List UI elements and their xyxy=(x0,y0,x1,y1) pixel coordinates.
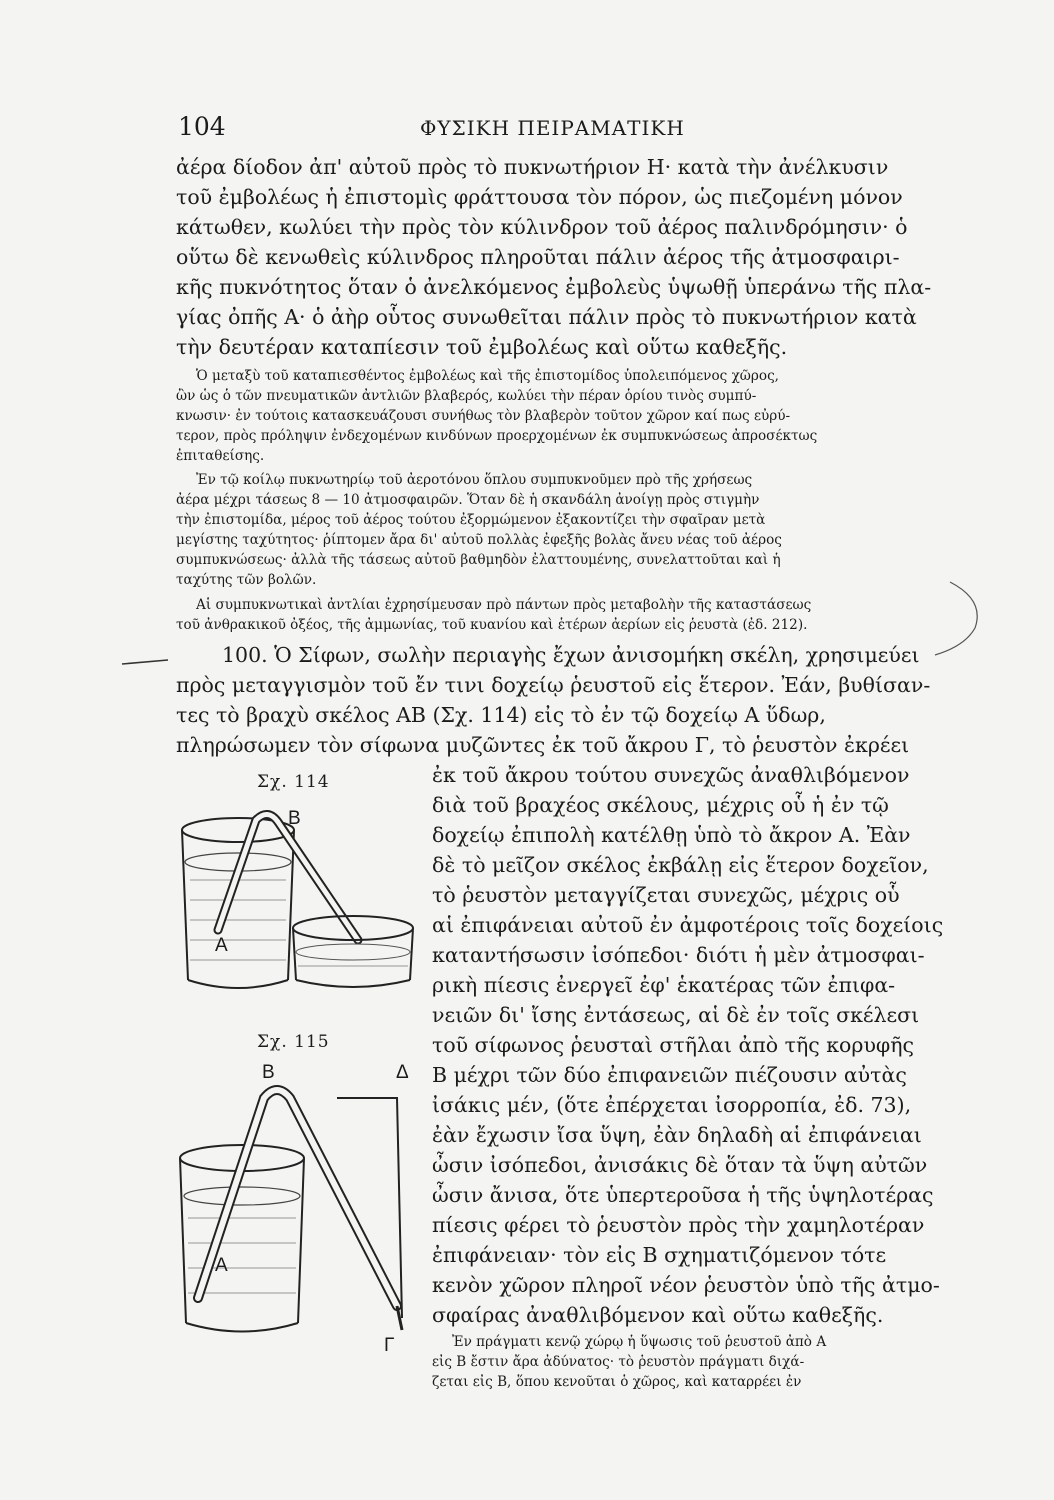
note-line: Αἱ συμπυκνωτικαὶ ἀντλίαι ἐχρησίμευσαν πρὸ πάντων πρὸς μεταβολὴν τῆς καταστάσεως xyxy=(196,597,812,613)
note-line: ἐπιταθείσης. xyxy=(176,448,265,464)
text-line: πληρώσωμεν τὸν σίφωνα μυζῶντες ἐκ τοῦ ἄκρου Γ, τὸ ῥευστὸν ἐκρέει xyxy=(176,733,910,757)
note-line: Ὁ μεταξὺ τοῦ καταπιεσθέντος ἐμβολέως καὶ τῆς ἐπιστομίδος ὑπολειπόμενος χῶρος, xyxy=(196,368,779,384)
text-line: δοχείῳ ἐπιπολὴ κατέλθῃ ὑπὸ τὸ ἄκρον Α. Ἐὰν xyxy=(432,823,911,847)
figure-115-label-a: Α xyxy=(215,1255,228,1276)
text-line: ἰσάκις μέν, (ὅτε ἐπέρχεται ἰσορροπία, ἐδ. 73), xyxy=(432,1093,912,1117)
text-line: Β μέχρι τῶν δύο ἐπιφανειῶν πιέζουσιν αὐτὰς xyxy=(432,1063,907,1087)
text-line: τοῦ ἐμβολέως ἡ ἐπιστομὶς φράττουσα τὸν πόρον, ὡς πιεζομένη μόνον xyxy=(176,185,903,209)
margin-dash xyxy=(122,660,168,664)
note-line: Ἐν τῷ κοίλῳ πυκνωτηρίῳ τοῦ ἀεροτόνου ὅπλου συμπυκνοῦμεν πρὸ τῆς χρήσεως xyxy=(196,472,753,488)
figure-114-caption: Σχ. 114 xyxy=(257,772,330,792)
note-line: τοῦ ἀνθρακικοῦ ὀξέος, τῆς ἀμμωνίας, τοῦ κυανίου καὶ ἑτέρων ἀερίων εἰς ῥευστὰ (ἐδ. 212). xyxy=(176,617,808,633)
text-line: διὰ τοῦ βραχέος σκέλους, μέχρις οὗ ἡ ἐν τῷ xyxy=(432,793,889,817)
note-line: μεγίστης ταχύτητος· ῥίπτομεν ἄρα δι' αὐτοῦ πολλὰς ἐφεξῆς βολὰς ἄνευ νέας τοῦ ἀέρος xyxy=(176,532,782,548)
note-line: Ἐν πράγματι κενῷ χώρῳ ἡ ὕψωσις τοῦ ῥευστοῦ ἀπὸ Α xyxy=(452,1334,827,1350)
running-title: ΦΥΣΙΚΗ ΠΕΙΡΑΜΑΤΙΚΗ xyxy=(420,116,685,140)
text-line: πίεσις φέρει τὸ ῥευστὸν πρὸς τὴν χαμηλοτέραν xyxy=(432,1213,925,1237)
text-line: δὲ τὸ μεῖζον σκέλος ἐκβάλῃ εἰς ἕτερον δοχεῖον, xyxy=(432,853,929,877)
figure-114-label-b: Β xyxy=(288,808,301,829)
text-line: τὴν δευτέραν καταπίεσιν τοῦ ἐμβολέως καὶ οὕτω καθεξῆς. xyxy=(176,335,788,359)
text-line: ὦσιν ἄνισα, ὅτε ὑπερτεροῦσα ἡ τῆς ὑψηλοτέρας xyxy=(432,1183,934,1207)
text-line: τὸ ῥευστὸν μεταγγίζεται συνεχῶς, μέχρις οὗ xyxy=(432,883,900,907)
note-line: τερον, πρὸς πρόληψιν ἐνδεχομένων κινδύνων προερχομένων ἐκ συμπυκνώσεως ἀπροσέκτως xyxy=(176,428,818,444)
text-line: κάτωθεν, κωλύει τὴν πρὸς τὸν κύλινδρον τοῦ ἀέρος παλινδρόμησιν· ὁ xyxy=(176,215,908,239)
text-line: νειῶν δι' ἴσης ἐντάσεως, αἱ δὲ ἐν τοῖς σκέλεσι xyxy=(432,1003,920,1027)
text-line: ἐκ τοῦ ἄκρου τούτου συνεχῶς ἀναθλιβόμενον xyxy=(432,763,910,787)
figure-115-label-d: Δ xyxy=(396,1062,409,1083)
text-line: τοῦ σίφωνος ῥευσταὶ στῆλαι ἀπὸ τῆς κορυφῆς xyxy=(432,1033,915,1057)
note-line: εἰς Β ἔστιν ἄρα ἀδύνατος· τὸ ῥευστὸν πράγματι διχά- xyxy=(432,1354,805,1370)
text-line: σφαίρας ἀναθλιβόμενον καὶ οὕτω καθεξῆς. xyxy=(432,1303,884,1327)
text-line: πρὸς μεταγγισμὸν τοῦ ἔν τινι δοχείῳ ῥευστοῦ εἰς ἕτερον. Ἐάν, βυθίσαν- xyxy=(176,673,931,697)
note-line: ὢν ὡς ὁ τῶν πνευματικῶν ἀντλιῶν βλαβερός, κωλύει τὴν πέραν ὁρίου τινὸς συμπύ- xyxy=(176,388,757,404)
text-line: ἐπιφάνειαν· τὸν εἰς Β σχηματιζόμενον τότε xyxy=(432,1243,887,1267)
figure-115-caption: Σχ. 115 xyxy=(257,1032,330,1052)
text-line: οὕτω δὲ κενωθεὶς κύλινδρος πληροῦται πάλιν ἀέρος τῆς ἀτμοσφαιρι- xyxy=(176,245,900,269)
text-line: τες τὸ βραχὺ σκέλος ΑΒ (Σχ. 114) εἰς τὸ ἐν τῷ δοχείῳ Α ὕδωρ, xyxy=(176,703,826,727)
figure-115-label-c: Γ xyxy=(384,1335,395,1356)
margin-curve xyxy=(935,582,977,655)
text-line: ἀέρα δίοδον ἀπ' αὐτοῦ πρὸς τὸ πυκνωτήριον Η· κατὰ τὴν ἀνέλκυσιν xyxy=(176,155,889,179)
note-line: ἀέρα μέχρι τάσεως 8 — 10 ἀτμοσφαιρῶν. Ὅταν δὲ ἡ σκανδάλη ἀνοίγῃ πρὸς στιγμὴν xyxy=(176,492,760,508)
note-line: συμπυκνώσεως· ἀλλὰ τῆς τάσεως αὐτοῦ βαθμηδὸν ἐλαττουμένης, συνελαττοῦται καὶ ἡ xyxy=(176,552,781,568)
text-line: αἱ ἐπιφάνειαι αὐτοῦ ἐν ἀμφοτέροις τοῖς δοχείοις xyxy=(432,913,944,937)
text-line: καταντήσωσιν ἰσόπεδοι· διότι ἡ μὲν ἀτμοσφαι- xyxy=(432,943,925,967)
note-line: ζεται εἰς Β, ὅπου κενοῦται ὁ χῶρος, καὶ καταρρέει ἐν xyxy=(432,1374,802,1390)
text-line: ἐὰν ἔχωσιν ἴσα ὕψη, ἐὰν δηλαδὴ αἱ ἐπιφάνειαι xyxy=(432,1123,922,1147)
text-line: κῆς πυκνότητος ὅταν ὁ ἀνελκόμενος ἐμβολεὺς ὑψωθῇ ὑπεράνω τῆς πλα- xyxy=(176,275,932,299)
page-number: 104 xyxy=(178,112,226,141)
note-line: τὴν ἐπιστομίδα, μέρος τοῦ ἀέρος τούτου ἐξορμώμενον ἐξακοντίζει τὴν σφαῖραν μετὰ xyxy=(176,512,766,528)
note-line: κνωσιν· ἐν τούτοις κατασκευάζουσι συνήθως τὸν βλαβερὸν τοῦτον χῶρον καί πως εὐρύ- xyxy=(176,408,791,424)
text-line: γίας ὀπῆς Α· ὁ ἀὴρ οὗτος συνωθεῖται πάλιν πρὸς τὸ πυκνωτήριον κατὰ xyxy=(176,305,917,329)
figure-115-siphon xyxy=(172,1068,432,1348)
text-line: κενὸν χῶρον πληροῖ νέον ῥευστὸν ὑπὸ τῆς ἀτμο- xyxy=(432,1273,940,1297)
figure-114-siphon xyxy=(178,800,418,1000)
text-line: ὦσιν ἰσόπεδοι, ἀνισάκις δὲ ὅταν τὰ ὕψη αὐτῶν xyxy=(432,1153,928,1177)
section-heading-line: 100. Ὁ Σίφων, σωλὴν περιαγὴς ἔχων ἀνισομήκη σκέλη, χρησιμεύει xyxy=(222,643,920,667)
text-line: ρικὴ πίεσις ἐνεργεῖ ἐφ' ἑκατέρας τῶν ἐπιφα- xyxy=(432,973,896,997)
figure-114-label-a: Α xyxy=(215,935,228,956)
figure-115-label-b: Β xyxy=(262,1062,275,1083)
note-line: ταχύτης τῶν βολῶν. xyxy=(176,572,317,588)
